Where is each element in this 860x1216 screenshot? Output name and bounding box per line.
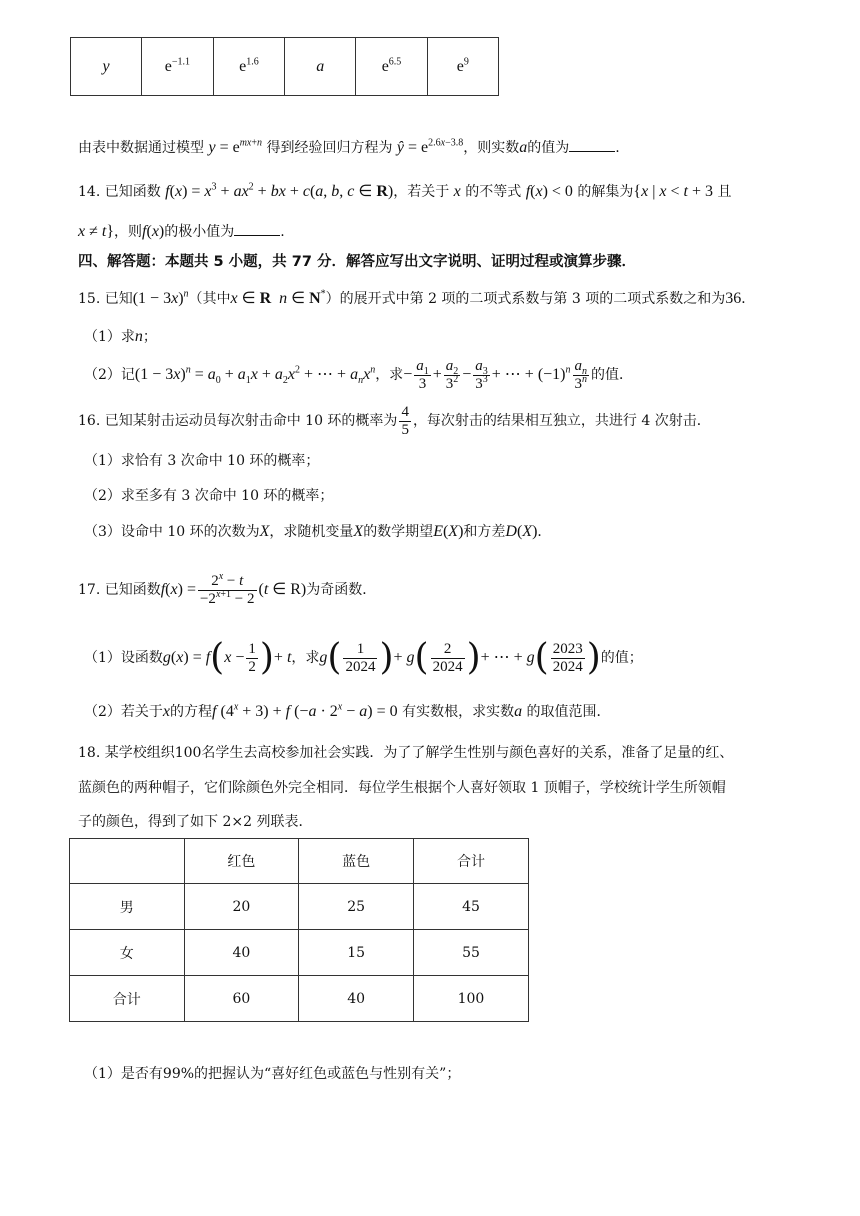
table-cell: 合计 xyxy=(413,839,528,884)
question-18-line3: 子的颜色，得到了如下 2×2 列联表． xyxy=(78,814,313,830)
data-table-xy xyxy=(70,37,499,96)
question-16-part3: （3）设命中 10 环的次数为X，求随机变量X的数学期望E(X)和方差D(X)． xyxy=(84,523,552,540)
question-18-line2: 蓝颜色的两种帽子，它们除颜色外完全相同．每位学生根据个人喜好领取 1 顶帽子，学校统计学生所领帽 xyxy=(78,780,726,796)
question-17-part1: （1）设函数g(x) = f(x − $\frac{1}{2}$ )+ t，求g( $\frac{1}{2024}$ )+ g( $\frac{2}{2024}$ )+ ⋯ + g( $\frac{2023}{2024}$ )的值； xyxy=(84,637,643,678)
table-cell: $e^{6.5}$ xyxy=(356,38,427,96)
table-cell: 红色 xyxy=(184,839,299,884)
table-cell: $e^{-1.1}$ xyxy=(142,38,214,96)
table-cell: 女 xyxy=(70,930,185,976)
question-18-line1: 18. 某学校组织100名学生去高校参加社会实践．为了了解学生性别与颜色喜好的关系，准备了足量的红、 xyxy=(78,745,734,761)
table-header-row xyxy=(70,839,529,884)
table-cell: 45 xyxy=(413,884,528,930)
table-row xyxy=(70,884,529,930)
question-15-part1: （1）求n； xyxy=(84,328,157,345)
question-16-part2: （2）求至多有 3 次命中 10 环的概率； xyxy=(84,488,334,504)
table-cell: 100 xyxy=(413,976,528,1022)
question-15: 15. 已知$(1 - 3x)^n$（其中x ∈ R n ∈ N*）的展开式中第 2 项的二项式系数与第 3 项的二项式系数之和为36． xyxy=(78,288,756,307)
table-cell: y xyxy=(71,38,142,96)
table-cell: 15 xyxy=(299,930,414,976)
answer-blank xyxy=(569,137,615,152)
table-cell: 40 xyxy=(299,976,414,1022)
table-row xyxy=(70,976,529,1022)
contingency-table xyxy=(69,838,529,1022)
table-cell xyxy=(70,839,185,884)
question-16-part1: （1）求恰有 3 次命中 10 环的概率； xyxy=(84,453,320,469)
table-cell: 60 xyxy=(184,976,299,1022)
table-cell: a xyxy=(285,38,356,96)
table-cell: 40 xyxy=(184,930,299,976)
table-cell: $e^9$ xyxy=(427,38,498,96)
question-18-part1: （1）是否有99%的把握认为“喜好红色或蓝色与性别有关”； xyxy=(84,1066,461,1082)
section-heading: 四、解答题：本题共 5 小题，共 77 分．解答应写出文字说明、证明过程或演算步骤． xyxy=(78,254,636,270)
question-13-tail: 由表中数据通过模型 $y = e^{mx+n}$ 得到经验回归方程为 ŷ = $e^{2.6x-3.8}$，则实数a的值为 . xyxy=(78,137,620,156)
question-14-line2: x ≠ t}，则f(x)的极小值为 . xyxy=(78,223,285,240)
table-cell: 合计 xyxy=(70,976,185,1022)
question-17-part2: （2）若关于x的方程f $(4^x + 3) + f$ $(-a \cdot 2^x - a) = 0$ 有实数根，求实数a 的取值范围． xyxy=(84,701,611,720)
question-15-part2: （2）记$(1 - 3x)^n = a_0 + a_1x + a_2x^2$ + ⋯ + $a_nx^n$，求− $\frac{a_1}{3}$ + $\frac{a_2}{3^2}$ − $\frac{a_3}{3^3}$ + ⋯ + $(-1)^n$ $\frac{a_n}{3^n}$ 的值． xyxy=(84,357,634,392)
table-row xyxy=(70,930,529,976)
answer-blank xyxy=(234,221,280,236)
question-14-line1: 14. 已知函数 $f(x) = x^3 + ax^2$ + bx + c(a, b, c ∈ R)，若关于 x 的不等式 f(x) < 0 的解集为{x | x < t + 3 且 xyxy=(78,181,732,200)
table-cell: 55 xyxy=(413,930,528,976)
table-cell: 男 xyxy=(70,884,185,930)
table-cell: 20 xyxy=(184,884,299,930)
table-cell: 25 xyxy=(299,884,414,930)
question-17: 17. 已知函数f(x) = $\frac{2^x - t}{-2^{x+1} - 2}$ (t ∈ R)为奇函数． xyxy=(78,570,377,607)
table-cell: 蓝色 xyxy=(299,839,414,884)
table-cell: $e^{1.6}$ xyxy=(213,38,284,96)
question-16: 16. 已知某射击运动员每次射击命中 10 环的概率为 $\frac{4}{5}$ ，每次射击的结果相互独立，共进行 4 次射击． xyxy=(78,403,711,438)
